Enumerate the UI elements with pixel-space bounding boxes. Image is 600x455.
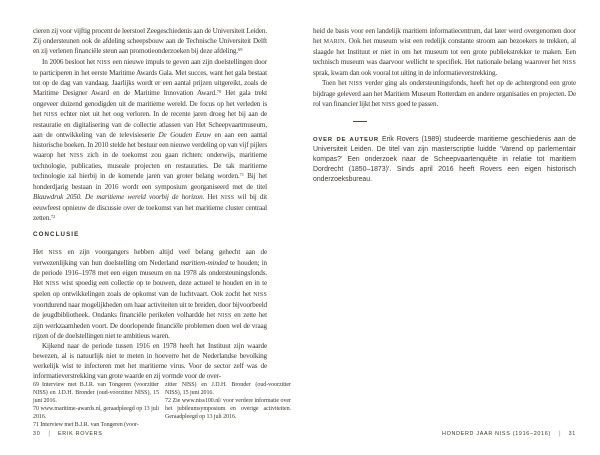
footnote: 72 Zie www.niss100.nl/ voor verdere informatie over het jubileumsymposium en overige activiteiten. Geraadpleegd op 13 juli 2016. xyxy=(165,397,291,420)
footnote: zitter NISS) en J.D.H. Bronder (oud-voorzitter NISS), 15 juni 2016. xyxy=(165,382,291,396)
body-paragraph: heid de basis voor een landelijk maritiem informatiecentrum, dat later werd overgenomen door het MARIN. Ook het museum wist een redelijk constante stroom aan bezoekers te trekken, al slaagde het Instituut er niet in om het museum tot een grote publiekstrekker te maken. Een technisch museum was daarvoor wellicht te specifiek. Het nationale belang waarover het NISS sprak, kwam dan ook vooral tot uiting in de informatieverstrekking. xyxy=(313,27,576,77)
conclusion-paragraph: Het NISS en zijn voorgangers hebben altijd veel belang gehecht aan de verwezenlijking van hun doelstelling om Nederland maritiem-minded te houden; in de periode 1916–1978 met een eigen museum en na 1978 als ondersteuningsfonds. Het NISS wist spoedig een collectie op te bouwen, deze actueel te houden en in te spelen op ontwikkelingen zoals de opkomst van de luchtvaart. Ook zocht het NISS voortdurend naar mogelijkheden om haar activiteiten uit te breiden, door bijvoorbeeld de jeugdbibliotheek. Ondanks financiële perikelen volhardde het NISS en zette het zijn werkzaamheden voort. De doorlopende financiële problemen doen wel de vraag rijzen of de doelstellingen niet te ambitieus waren. xyxy=(33,248,267,340)
body-paragraph: cieren zij voor vijftig procent de leerstoel Zeegeschiedenis aan de Universiteit Leiden. Zij ondersteunen ook de afdeling scheepsbouw aan de Technische Universiteit Delft en zij verlenen financiële steun aan promotieonderzoeken bij deze afdeling.$^{69}$ xyxy=(33,27,267,55)
footer-separator: | xyxy=(558,430,561,437)
footer-separator: | xyxy=(48,430,51,437)
right-page-footer xyxy=(442,430,576,437)
footnotes-column-2 xyxy=(165,382,291,429)
footnote: 69 Interview met B.J.R. van Tongeren (voorzitter NISS) en J.D.H. Bronder (oud-voorzitter NISS), 15 juni 2016. xyxy=(33,382,159,404)
running-head-author: ERIK ROVERS xyxy=(58,430,103,437)
running-head-title: HONDERD JAAR NISS (1916–2016) xyxy=(442,430,551,437)
page-number: 30 xyxy=(33,430,41,437)
footnote: 71 Interview met B.J.R. van Tongeren (voor- xyxy=(33,421,139,428)
footnote: 70 www.maritime-awards.nl, geraadpleegd op 13 juli 2016. xyxy=(33,405,159,420)
page-number: 31 xyxy=(568,430,576,437)
body-paragraph: Toen het NISS verder ging als ondersteuningsfonds, heeft het op de achtergrond een grote bijdrage geleverd aan het Maritiem Museum Rotterdam en andere organisaties en projecten. De rol van financier lijkt het NISS goed te passen. xyxy=(313,79,577,108)
conclusion-heading: CONCLUSIE xyxy=(33,231,80,238)
conclusion-paragraph: Kijkend naar de periode tussen 1916 en 1978 heeft het Instituut zijn waarde bewezen, al is natuurlijk niet te meten in hoeverre het de Nederlandse bevolking werkelijk wist te infecteren met het maritieme virus. Voor de sector zelf was de informatieverstrekking van grote waarde en zij vormde voor de over- xyxy=(33,342,267,380)
left-page-footer xyxy=(33,430,103,437)
right-page xyxy=(313,26,576,185)
section-divider-rule xyxy=(353,121,367,122)
footnotes-block xyxy=(33,382,291,429)
body-paragraph: In 2006 besloot het NISS een nieuwe impuls te geven aan zijn doelstellingen door te participeren in het eerste Maritime Awards Gala. Met succes, want het gala bestaat tot op de dag van vandaag. Jaarlijks wordt er een aantal prijzen uitgereikt, zoals de Maritime Designer Award en de Maritime Innovation Award.$^{70}$ Het gala trekt ongeveer duizend genodigden uit de maritieme wereld. De focus op het verleden is het NISS echter niet uit het oog verloren. In de recente jaren droeg het bij aan de restauratie en digitalisering van de collectie atlassen van Het Scheepvaartmuseum, aan de ontwikkeling van de televisieserie De Gouden Eeuw en aan een aantal historische boeken. In 2010 stelde het bestuur een nieuwe verdeling op van vijf pijlers waarop het NISS zich in de toekomst zou gaan richten: onderwijs, maritieme technologie, publicaties, museale projecten en restauraties. De tak maritieme technologie zal hierbij in de komende jaren van groter belang worden.$^{71}$ Bij het honderdjarig bestaan in 2016 wordt een symposium georganiseerd met de titel Blauwdruk 2050. De maritieme wereld voorbij de horizon. Het NISS wil bij dit eeuwfeest opnieuw de discussie over de toekomst van het maritieme cluster centraal zetten.$^{72}$ xyxy=(33,58,268,222)
author-bio: OVER DE AUTEUR Erik Rovers (1989) studeerde maritieme geschiedenis aan de Universiteit Leiden. De titel van zijn masterscriptie luidde ‘Varend op parlementair kompas?’ Een onderzoek naar de Scheepvaartenquête in relatie tot maritiem Dordrecht (1850–1873)’. Sinds april 2016 heeft Rovers een eigen historisch onderzoeksbureau. xyxy=(313,136,576,183)
footnotes-column-1 xyxy=(33,382,159,429)
left-page xyxy=(33,26,267,381)
